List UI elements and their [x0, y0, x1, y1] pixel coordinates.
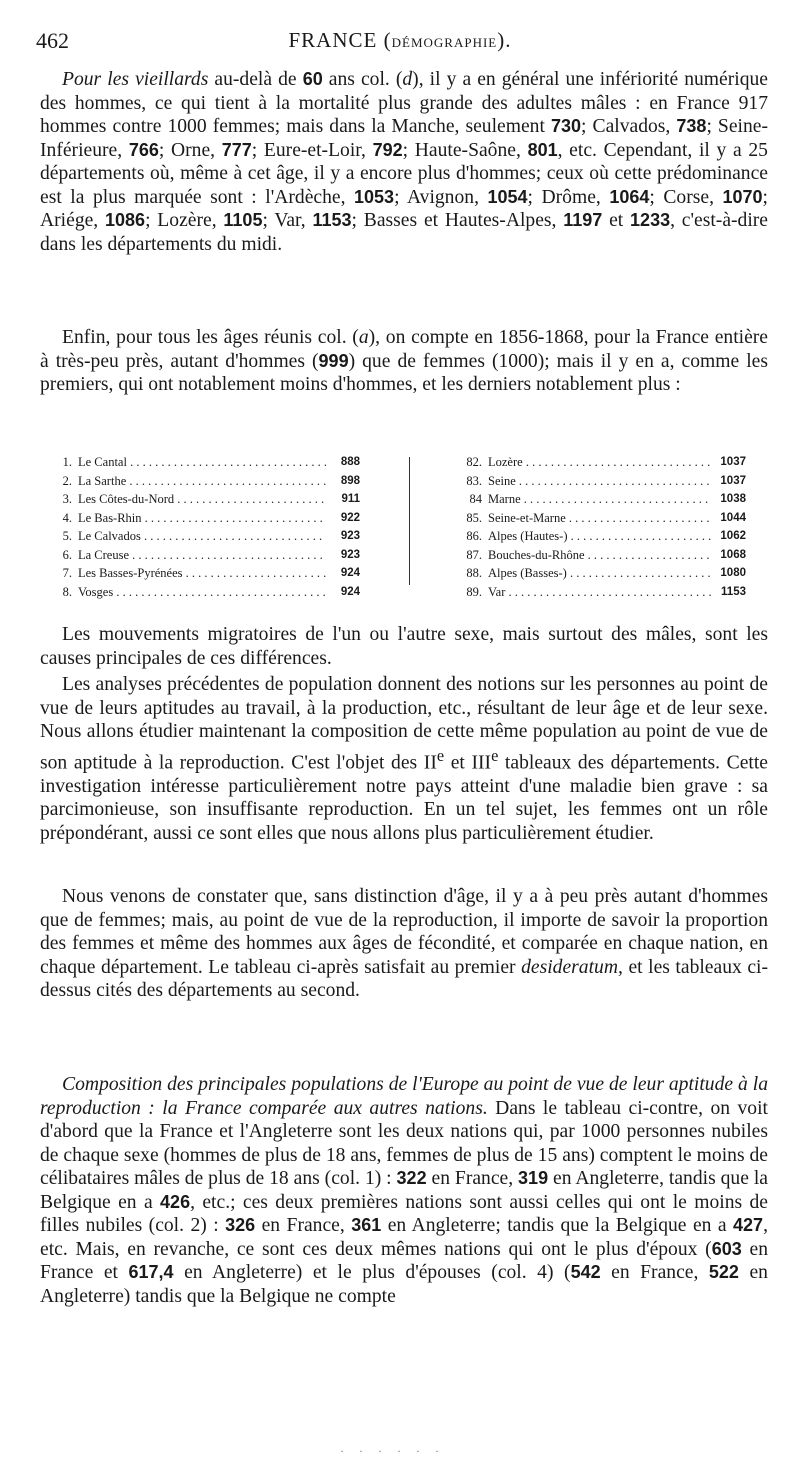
table-rank: 7.	[62, 566, 72, 580]
table-value: 924	[340, 567, 360, 579]
table-department: La Sarthe . . .	[78, 472, 326, 491]
table-row	[44, 453, 360, 472]
table-row	[454, 509, 746, 528]
table-divider	[409, 457, 410, 585]
table-row	[44, 546, 360, 565]
table-value: 922	[340, 511, 360, 524]
table-department: Seine . . .	[488, 472, 712, 491]
table-rank: 84	[469, 492, 482, 506]
page-number: 462	[36, 28, 69, 53]
table-department: Les Basses-Pyrénées . . .	[78, 564, 326, 583]
table-rank: 1.	[62, 455, 72, 469]
table-value: 923	[340, 530, 360, 542]
table-value: 1044	[720, 511, 746, 524]
table-column-high	[454, 453, 746, 601]
paragraph-constater: Nous venons de constater que, sans distinction d'âge, il y a à peu près autant d'hommes que de femmes; mais, au point de vue de la reproduction, il importe de savoir la proportion des femmes et même des hommes aux âges de fécondité, et comparée en chaque nation, en chaque département. Le tableau ci-après satisfait au premier desideratum, et les tableaux ci-dessus cités des départements au second.	[40, 886, 768, 1001]
table-rank: 5.	[62, 529, 72, 543]
paragraph-migrations: Les mouvements migratoires de l'un ou l'autre sexe, mais surtout des mâles, sont les causes principales de ces différences.	[40, 624, 768, 669]
table-department: Seine-et-Marne . . .	[488, 509, 712, 528]
table-rank: 87.	[466, 547, 482, 562]
paragraph-analyses: Les analyses précédentes de population donnent des notions sur les personnes au point de vue de leurs aptitudes au travail, à la production, etc., résultant de leur âge et de leur sexe. Nous allons étudier maintenant la composition de cette même population au point de vue de son aptitude à la reproduction. C'est l'objet des IIe et IIIe tableaux des départements. Cette investigation intéresse particulièrement notre pays atteint d'une maladie bien grave : sa parcimonieuse, son insuffisante reproduction. En un tel sujet, les femmes ont un rôle prépondérant, aussi ce sont elles que nous allons plus particulièrement étudier.	[40, 674, 768, 844]
table-department: Lozère . . .	[488, 453, 712, 472]
table-value: 1038	[720, 493, 746, 505]
table-rank: 89.	[466, 584, 482, 599]
table-rank: 3.	[62, 492, 72, 506]
departments-table	[44, 453, 746, 599]
table-department: Le Calvados . . .	[78, 527, 326, 546]
table-row	[44, 527, 360, 546]
table-department: Les Côtes-du-Nord . . .	[78, 490, 326, 509]
table-rank: 85.	[466, 510, 482, 525]
table-department: Alpes (Basses-) . . .	[488, 564, 712, 583]
table-column-low	[44, 453, 360, 601]
table-row	[454, 527, 746, 546]
table-rank: 8.	[62, 584, 72, 599]
table-row	[44, 583, 360, 602]
table-department: Le Bas-Rhin . . .	[78, 509, 326, 528]
table-value: 1068	[720, 548, 746, 561]
table-department: La Creuse . . .	[78, 546, 326, 565]
table-rank: 2.	[62, 473, 72, 488]
table-department: Bouches-du-Rhône . . .	[488, 546, 712, 565]
table-rank: 88.	[466, 566, 482, 580]
table-row	[44, 509, 360, 528]
table-row	[454, 564, 746, 583]
paragraph-composition: Composition des principales populations de l'Europe au point de vue de leur aptitude à la reproduction : la France comparée aux autres nations. Dans le tableau ci-contre, on voit d'abord que la France et l'Angleterre sont les deux nations qui, par 1000 personnes nubiles de chaque sexe (hommes de plus de 18 ans, femmes de plus de 15 ans) comptent le moins de célibataires mâles de plus de 18 ans (col. 1) : 322 en France, 319 en Angleterre, tandis que la Belgique en a 426, etc.; ces deux premières nations sont aussi celles qui ont le moins de filles nubiles (col. 2) : 326 en France, 361 en Angleterre; tandis que la Belgique en a 427, etc. Mais, en revanche, ce sont ces deux mêmes nations qui ont le plus d'époux (603 en France et 617,4 en Angleterre) et le plus d'épouses (col. 4) (542 en France, 522 en Angleterre) tandis que la Belgique ne compte	[40, 1074, 768, 1307]
table-row	[44, 564, 360, 583]
table-value: 888	[340, 456, 360, 468]
table-department: Marne . . .	[488, 490, 712, 509]
paragraph-tous-ages: Enfin, pour tous les âges réunis col. (a), on compte en 1856-1868, pour la France entière à très-peu près, autant d'hommes (999) que de femmes (1000); mais il y en a, comme les premiers, qui ont notablement moins d'hommes, et les derniers notablement plus :	[40, 327, 768, 395]
page-header	[36, 28, 764, 58]
table-row	[454, 472, 746, 491]
table-value: 924	[340, 585, 360, 598]
running-title: FRANCE (DÉMOGRAPHIE).	[288, 28, 512, 52]
table-value: 923	[340, 548, 360, 561]
table-department: Vosges . . .	[78, 583, 326, 602]
table-rank: 83.	[466, 473, 482, 488]
table-department: Alpes (Hautes-) . . .	[488, 527, 712, 546]
table-value: 1080	[720, 567, 746, 579]
table-rank: 6.	[62, 547, 72, 562]
table-value: 1037	[720, 474, 746, 487]
page-ornament: · · · · · ·	[340, 1444, 445, 1458]
paragraph-vieillards: Pour les vieillards au-delà de 60 ans col. (d), il y a en général une infériorité numérique des hommes, ce qui tient à la mortalité plus grande des adultes mâles : en France 917 hommes contre 1000 femmes; mais dans la Manche, seulement 730; Calvados, 738; Seine-Inférieure, 766; Orne, 777; Eure-et-Loir, 792; Haute-Saône, 801, etc. Cependant, il y a 25 départements où, même à cet âge, il y a encore plus d'hommes; ceux où cette prédominance est la plus marquée sont : l'Ardèche, 1053; Avignon, 1054; Drôme, 1064; Corse, 1070; Ariége, 1086; Lozère, 1105; Var, 1153; Basses et Hautes-Alpes, 1197 et 1233, c'est-à-dire dans les départements du midi.	[40, 69, 768, 255]
table-department: Var . . .	[488, 583, 712, 602]
table-value: 911	[341, 493, 360, 505]
table-row	[454, 453, 746, 472]
table-value: 1062	[720, 530, 746, 542]
table-value: 1037	[720, 456, 746, 468]
table-row	[44, 472, 360, 491]
table-rank: 4.	[62, 510, 72, 525]
table-row	[44, 490, 360, 509]
table-row	[454, 546, 746, 565]
table-row	[454, 583, 746, 602]
table-rank: 86.	[466, 529, 482, 543]
table-row	[454, 490, 746, 509]
table-rank: 82.	[466, 455, 482, 469]
table-value: 898	[340, 474, 360, 487]
table-value: 1153	[721, 585, 746, 598]
table-department: Le Cantal . . .	[78, 453, 326, 472]
